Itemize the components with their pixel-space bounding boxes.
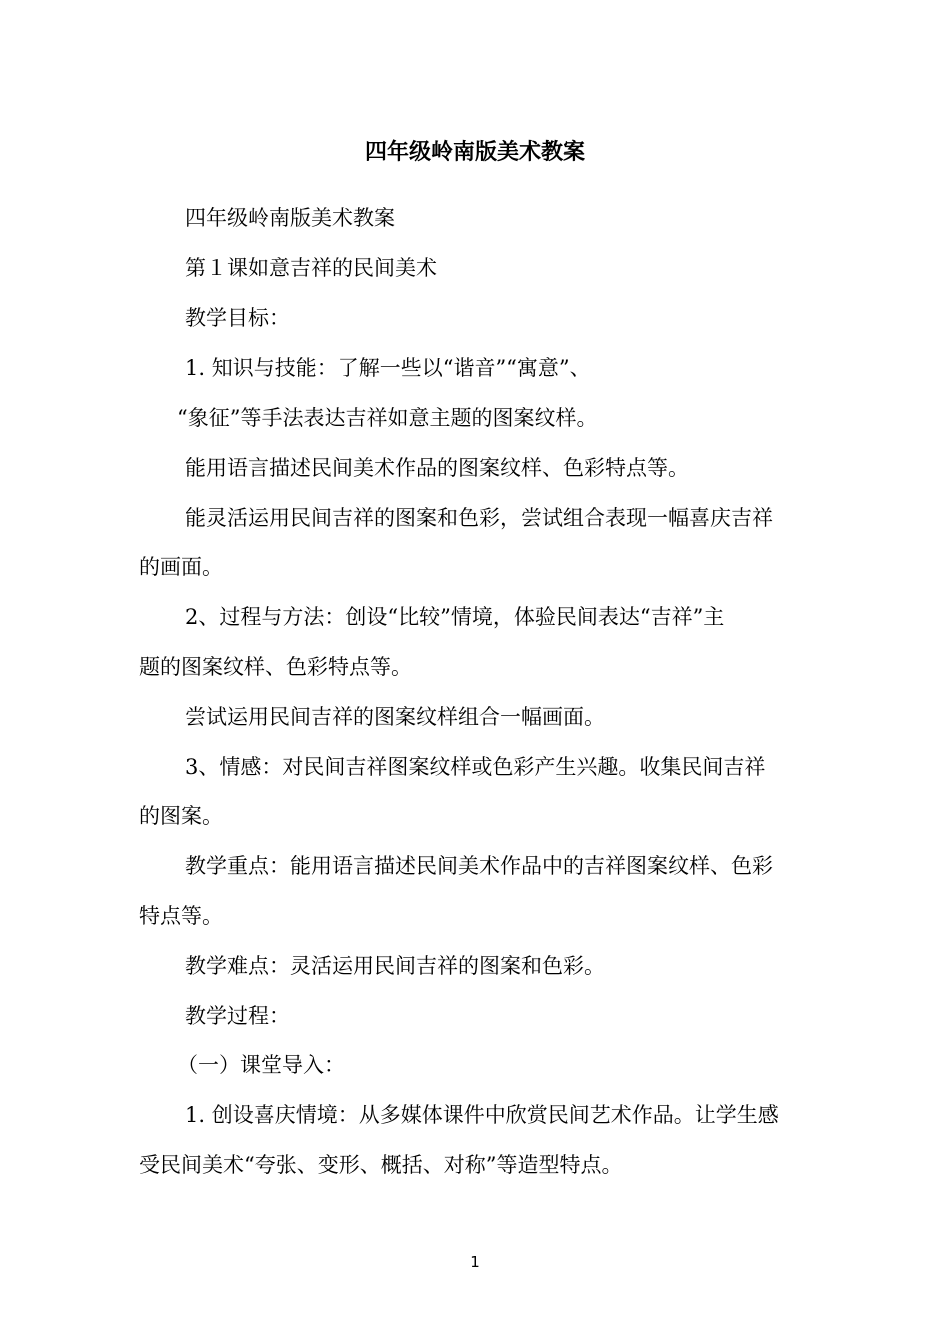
paragraph-line: 教学重点：能用语言描述民间美术作品中的吉祥图案纹样、色彩 <box>185 854 773 878</box>
paragraph-line: 受民间美术“夸张、变形、概括、对称”等造型特点。 <box>139 1153 623 1177</box>
paragraph-line: 的图案。 <box>139 804 223 828</box>
paragraph-line: 能用语言描述民间美术作品的图案纹样、色彩特点等。 <box>185 456 689 480</box>
paragraph-line: 第１课如意吉祥的民间美术 <box>185 256 437 280</box>
paragraph-line: 题的图案纹样、色彩特点等。 <box>139 655 412 679</box>
paragraph-line: 特点等。 <box>139 904 223 928</box>
paragraph-line: 2、过程与方法：创设“比较”情境，体验民间表达“吉祥”主 <box>185 605 725 629</box>
paragraph-line: 能灵活运用民间吉祥的图案和色彩，尝试组合表现一幅喜庆吉祥 <box>185 506 773 530</box>
paragraph-line: 教学难点：灵活运用民间吉祥的图案和色彩。 <box>185 954 605 978</box>
document-title: 四年级岭南版美术教案 <box>364 140 585 165</box>
paragraph-line: 3、情感：对民间吉祥图案纹样或色彩产生兴趣。收集民间吉祥 <box>185 755 766 779</box>
page-number: 1 <box>470 1253 480 1271</box>
paragraph-line: 1. 创设喜庆情境：从多媒体课件中欣赏民间艺术作品。让学生感 <box>185 1103 779 1127</box>
paragraph-line: 教学目标： <box>185 306 290 330</box>
paragraph-line: 的画面。 <box>139 555 223 579</box>
paragraph-line: 教学过程： <box>185 1004 290 1028</box>
paragraph-line: “象征”等手法表达吉祥如意主题的图案纹样。 <box>177 406 598 430</box>
paragraph-line: 尝试运用民间吉祥的图案纹样组合一幅画面。 <box>185 705 605 729</box>
paragraph-line: （一）课堂导入： <box>177 1053 345 1077</box>
paragraph-line: 四年级岭南版美术教案 <box>185 206 395 230</box>
paragraph-line: 1. 知识与技能：了解一些以“谐音”“寓意”、 <box>185 356 591 380</box>
